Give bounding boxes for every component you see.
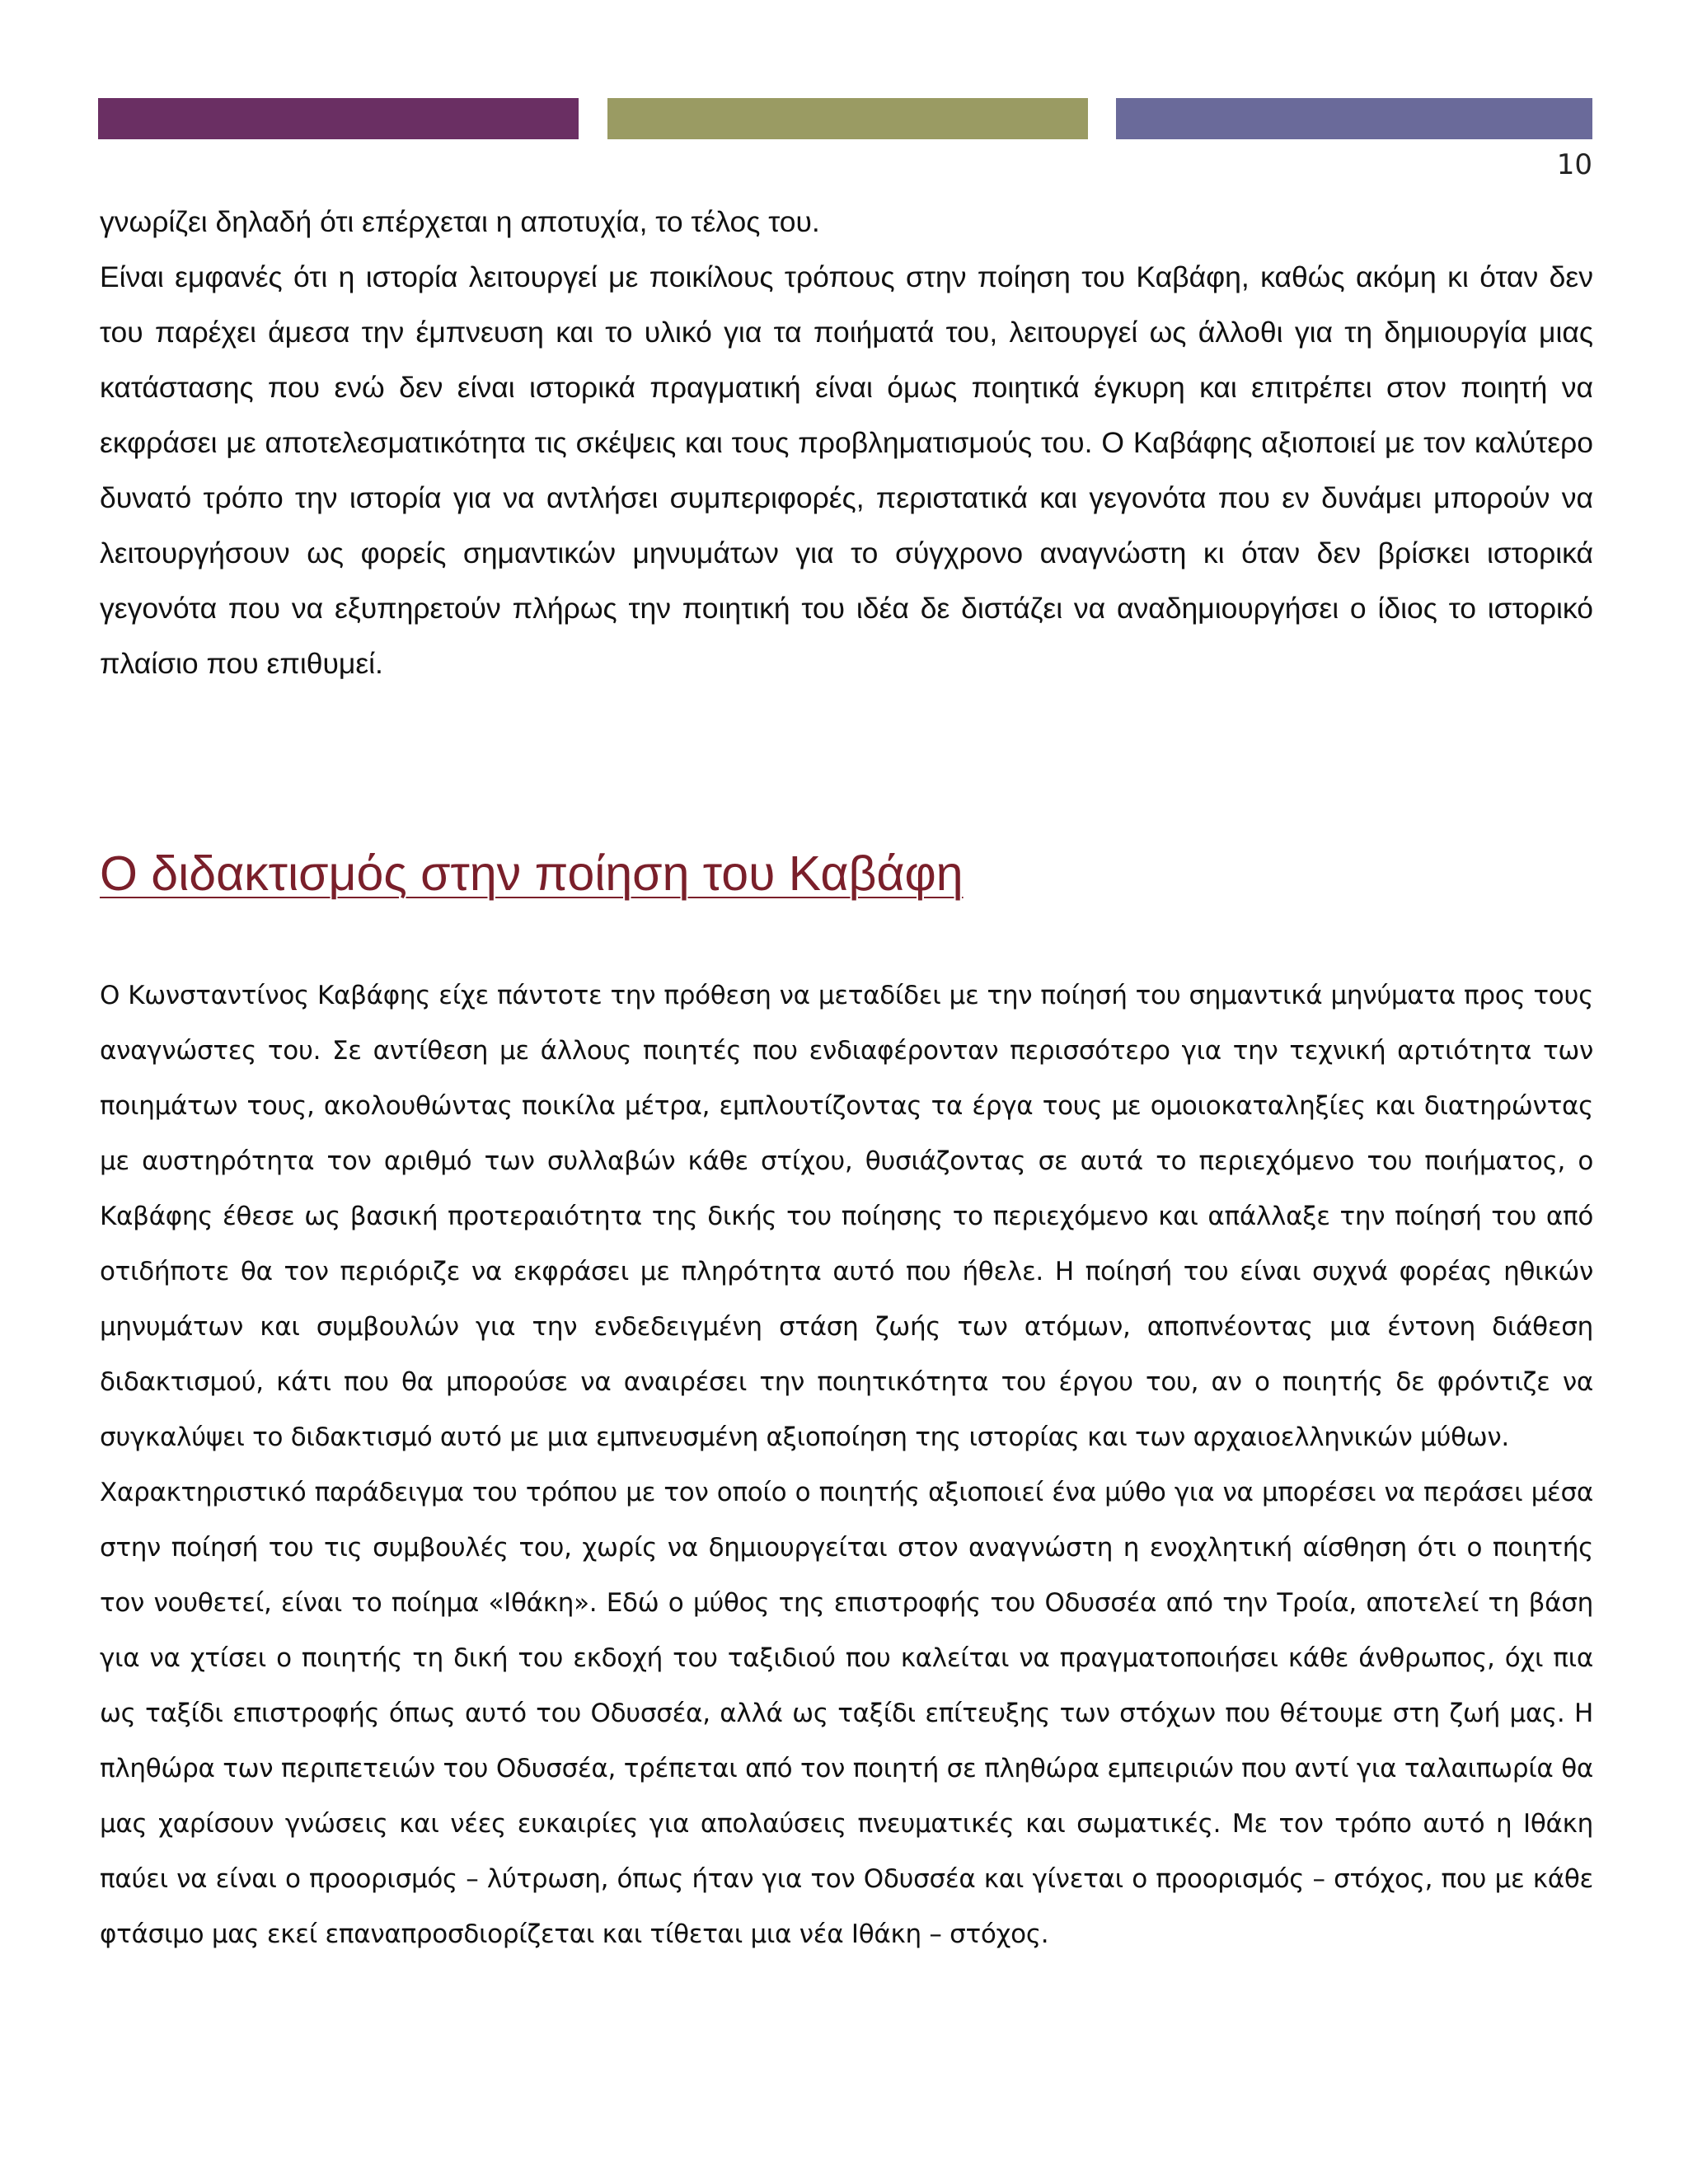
section-paragraph-1: Ο Κωνσταντίνος Καβάφης είχε πάντοτε την πρόθεση να μεταδίδει με την ποίησή του σημαντικά μηνύματα προς τους αναγνώστες του. Σε αντίθεση με άλλους ποιητές που ενδιαφέρονταν περισσότερο για την τεχνική αρτιότητα των ποιημάτων τους, ακολουθώντας ποικίλα μέτρα, εμπλουτίζοντας τα έργα τους με ομοιοκαταληξίες και διατηρώντας με αυστηρότητα τον αριθμό των συλλαβών κάθε στίχου, θυσιάζοντας σε αυτά το περιεχόμενο του ποιήματος, ο Καβάφης έθεσε ως βασική προτεραιότητα της δικής του ποίησης το περιεχόμενο και απάλλαξε την ποίησή του από οτιδήποτε θα τον περιόριζε να εκφράσει με πληρότητα αυτό που ήθελε. Η ποίησή του είναι συχνά φορέας ηθικών μηνυμάτων και συμβουλών για την ενδεδειγμένη στάση ζωής των ατόμων, αποπνέοντας μια έντονη διάθεση διδακτισμού, κάτι που θα μπορούσε να αναιρέσει την ποιητικότητα του έργου του, αν ο ποιητής δε φρόντιζε να συγκαλύψει το διδακτισμό αυτό με μια εμπνευσμένη αξιοποίηση της ιστορίας και των αρχαιοελληνικών μύθων.	[100, 981, 1593, 1452]
intro-paragraph-1: γνωρίζει δηλαδή ότι επέρχεται η αποτυχία, το τέλος του.	[100, 205, 820, 238]
intro-paragraph-2: Είναι εμφανές ότι η ιστορία λειτουργεί με ποικίλους τρόπους στην ποίηση του Καβάφη, καθώς ακόμη κι όταν δεν του παρέχει άμεσα την έμπνευση και το υλικό για τα ποιήματά του, λειτουργεί ως άλλοθι για τη δημιουργία μιας κατάστασης που ενώ δεν είναι ιστορικά πραγματική είναι όμως ποιητικά έγκυρη και επιτρέπει στον ποιητή να εκφράσει με αποτελεσματικότητα τις σκέψεις και τους προβληματισμούς του. Ο Καβάφης αξιοποιεί με τον καλύτερο δυνατό τρόπο την ιστορία για να αντλήσει συμπεριφορές, περιστατικά και γεγονότα που εν δυνάμει μπορούν να λειτουργήσουν ως φορείς σημαντικών μηνυμάτων για το σύγχρονο αναγνώστη κι όταν δεν βρίσκει ιστορικά γεγονότα που να εξυπηρετούν πλήρως την ποιητική του ιδέα δε διστάζει να αναδημιουργήσει ο ίδιος το ιστορικό πλαίσιο που επιθυμεί.	[100, 260, 1593, 680]
page-number: 10	[1556, 148, 1592, 181]
intro-text	[100, 194, 1593, 691]
header-bar-purple	[98, 98, 579, 139]
section-title: Ο διδακτισμός στην ποίηση του Καβάφη	[100, 846, 964, 901]
section-body	[100, 968, 1593, 1962]
header-decoration	[98, 98, 1592, 139]
header-bar-olive	[607, 98, 1088, 139]
header-bar-slate	[1116, 98, 1592, 139]
section-paragraph-2: Χαρακτηριστικό παράδειγμα του τρόπου με τον οποίο ο ποιητής αξιοποιεί ένα μύθο για να μπορέσει να περάσει μέσα στην ποίησή του τις συμβουλές του, χωρίς να δημιουργείται στον αναγνώστη η ενοχλητική αίσθηση ότι ο ποιητής τον νουθετεί, είναι το ποίημα «Ιθάκη». Εδώ ο μύθος της επιστροφής του Οδυσσέα από την Τροία, αποτελεί τη βάση για να χτίσει ο ποιητής τη δική του εκδοχή του ταξιδιού που καλείται να πραγματοποιήσει κάθε άνθρωπος, όχι πια ως ταξίδι επιστροφής όπως αυτό του Οδυσσέα, αλλά ως ταξίδι επίτευξης των στόχων που θέτουμε στη ζωή μας. Η πληθώρα των περιπετειών του Οδυσσέα, τρέπεται από τον ποιητή σε πληθώρα εμπειριών που αντί για ταλαιπωρία θα μας χαρίσουν γνώσεις και νέες ευκαιρίες για απολαύσεις πνευματικές και σωματικές. Με τον τρόπο αυτό η Ιθάκη παύει να είναι ο προορισμός – λύτρωση, όπως ήταν για τον Οδυσσέα και γίνεται ο προορισμός – στόχος, που με κάθε φτάσιμο μας εκεί επαναπροσδιορίζεται και τίθεται μια νέα Ιθάκη – στόχος.	[100, 1478, 1593, 1949]
